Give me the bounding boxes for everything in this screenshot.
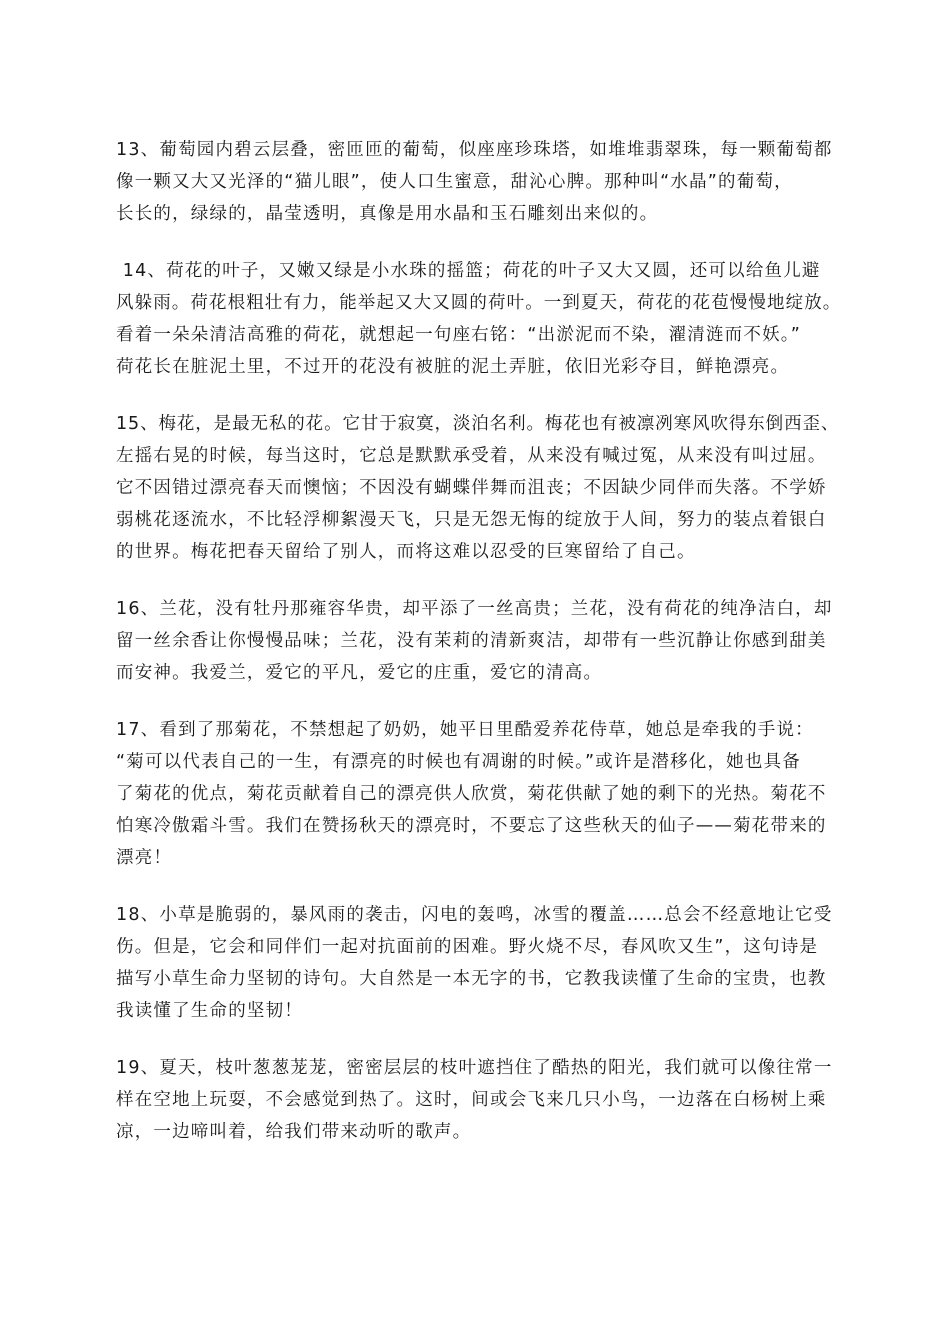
paragraph-14	[116, 255, 842, 383]
paragraph-17	[116, 714, 842, 874]
paragraph-line: 左摇右晃的时候，每当这时，它总是默默承受着，从来没有喊过冤，从来没有叫过屈。	[116, 446, 827, 466]
paragraph-line: “菊可以代表自己的一生，有漂亮的时候也有凋谢的时候。”或许是潜移化，她也具备	[116, 752, 801, 772]
paragraph-19	[116, 1052, 842, 1148]
paragraph-16	[116, 593, 842, 689]
paragraph-line: 19、夏天，枝叶葱葱茏茏，密密层层的枝叶遮挡住了酷热的阳光，我们就可以像往常一	[116, 1058, 833, 1078]
paragraph-13	[116, 134, 842, 230]
paragraph-line: 14、荷花的叶子，又嫩又绿是小水珠的摇篮；荷花的叶子又大又圆，还可以给鱼儿避	[116, 261, 821, 281]
paragraph-line: 怕寒冷傲霜斗雪。我们在赞扬秋天的漂亮时，不要忘了这些秋天的仙子——菊花带来的	[116, 816, 827, 836]
paragraph-line: 荷花长在脏泥土里，不过开的花没有被脏的泥土弄脏，依旧光彩夺目，鲜艳漂亮。	[116, 357, 790, 377]
paragraph-line: 了菊花的优点，菊花贡献着自己的漂亮供人欣赏，菊花供献了她的剩下的光热。菊花不	[116, 784, 827, 804]
paragraph-line: 16、兰花，没有牡丹那雍容华贵，却平添了一丝高贵；兰花，没有荷花的纯净洁白，却	[116, 599, 833, 619]
document-body	[116, 134, 842, 1173]
paragraph-line: 样在空地上玩耍，不会感觉到热了。这时，间或会飞来几只小鸟，一边落在白杨树上乘	[116, 1090, 827, 1110]
paragraph-line: 它不因错过漂亮春天而懊恼；不因没有蝴蝶伴舞而沮丧；不因缺少同伴而失落。不学娇	[116, 478, 827, 498]
paragraph-line: 而安神。我爱兰，爱它的平凡，爱它的庄重，爱它的清高。	[116, 663, 603, 683]
paragraph-line: 13、葡萄园内碧云层叠，密匝匝的葡萄，似座座珍珠塔，如堆堆翡翠珠，每一颗葡萄都	[116, 140, 833, 160]
paragraph-line: 我读懂了生命的坚韧！	[116, 1001, 303, 1021]
paragraph-line: 15、梅花，是最无私的花。它甘于寂寞，淡泊名利。梅花也有被凛冽寒风吹得东倒西歪、	[116, 414, 840, 434]
paragraph-line: 伤。但是，它会和同伴们一起对抗面前的困难。野火烧不尽，春风吹又生”，这句诗是	[116, 937, 819, 957]
paragraph-line: 18、小草是脆弱的，暴风雨的袭击，闪电的轰鸣，冰雪的覆盖……总会不经意地让它受	[116, 905, 833, 925]
paragraph-line: 的世界。梅花把春天留给了别人，而将这难以忍受的巨寒留给了自己。	[116, 542, 696, 562]
paragraph-line: 像一颗又大又光泽的“猫儿眼”，使人口生蜜意，甜沁心脾。那种叫“水晶”的葡萄，	[116, 172, 793, 192]
paragraph-line: 漂亮！	[116, 848, 173, 868]
paragraph-line: 风躲雨。荷花根粗壮有力，能举起又大又圆的荷叶。一到夏天，荷花的花苞慢慢地绽放。	[116, 293, 842, 313]
paragraph-line: 描写小草生命力坚韧的诗句。大自然是一本无字的书，它教我读懂了生命的宝贵，也教	[116, 969, 827, 989]
paragraph-18	[116, 899, 842, 1027]
paragraph-line: 弱桃花逐流水，不比轻浮柳絮漫天飞，只是无怨无悔的绽放于人间，努力的装点着银白	[116, 510, 827, 530]
paragraph-line: 17、看到了那菊花，不禁想起了奶奶，她平日里酷爱养花侍草，她总是牵我的手说：	[116, 720, 814, 740]
paragraph-line: 看着一朵朵清洁高雅的荷花，就想起一句座右铭：“出淤泥而不染，濯清涟而不妖。”	[116, 325, 801, 345]
paragraph-line: 留一丝余香让你慢慢品味；兰花，没有茉莉的清新爽洁，却带有一些沉静让你感到甜美	[116, 631, 827, 651]
paragraph-15	[116, 408, 842, 568]
paragraph-line: 长长的，绿绿的，晶莹透明，真像是用水晶和玉石雕刻出来似的。	[116, 204, 659, 224]
paragraph-line: 凉，一边啼叫着，给我们带来动听的歌声。	[116, 1122, 472, 1142]
